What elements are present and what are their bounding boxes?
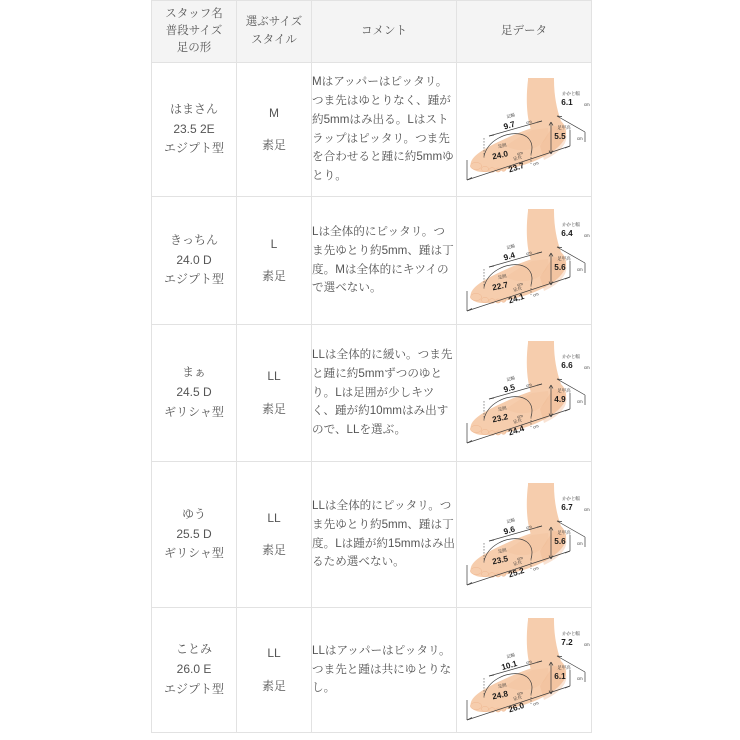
usual-size: 26.0 E [176, 662, 212, 677]
svg-text:cm: cm [576, 135, 583, 141]
header-line: スタッフ名 [165, 7, 223, 20]
usual-size: 23.5 2E [173, 121, 215, 136]
table-body [152, 63, 592, 733]
foot-diagram [458, 76, 591, 184]
staff-cell [152, 197, 237, 325]
staff-name: ことみ [175, 642, 212, 657]
svg-text:cm: cm [524, 381, 532, 389]
svg-text:6.6: 6.6 [560, 361, 573, 370]
svg-text:かかと幅: かかと幅 [561, 90, 580, 96]
size-cell [237, 325, 312, 462]
table-row [152, 462, 592, 608]
spacer [237, 528, 311, 541]
foot-shape: エジプト型 [163, 141, 224, 156]
svg-text:9.5: 9.5 [502, 382, 516, 395]
svg-text:cm: cm [516, 149, 523, 156]
svg-text:足長: 足長 [511, 153, 522, 162]
header-line: 足データ [501, 24, 547, 37]
header-line: スタイル [251, 33, 297, 46]
svg-text:cm: cm [516, 690, 523, 697]
svg-text:足甲高: 足甲高 [556, 665, 571, 670]
svg-text:9.4: 9.4 [502, 250, 516, 262]
svg-text:6.1: 6.1 [560, 97, 573, 107]
chosen-size: LL [267, 510, 281, 525]
svg-text:cm: cm [524, 658, 532, 666]
svg-text:足幅: 足幅 [505, 111, 516, 119]
svg-text:足長: 足長 [511, 417, 522, 425]
svg-text:26.0: 26.0 [506, 700, 525, 715]
staff-cell [152, 325, 237, 462]
comment-cell: LLは全体的にピッタリ。つま先ゆとり約5mm、踵は丁度。Lは踵が約15mmはみ出るため選べない。 [312, 462, 457, 608]
svg-text:22.7: 22.7 [490, 279, 509, 292]
usual-size: 24.5 D [176, 385, 212, 400]
svg-text:足囲: 足囲 [496, 682, 507, 690]
svg-text:足甲高: 足甲高 [556, 255, 571, 261]
staff-cell [152, 462, 237, 608]
foot-shape: ギリシャ型 [164, 404, 224, 419]
chosen-size: LL [267, 369, 281, 384]
svg-text:4.9: 4.9 [553, 395, 566, 404]
column-header-footdata [457, 1, 592, 63]
svg-text:6.1: 6.1 [553, 672, 566, 681]
svg-text:24.8: 24.8 [490, 689, 509, 702]
foot-fit-table [151, 0, 592, 733]
spacer [237, 387, 311, 400]
comment-cell: LLは全体的に緩い。つま先と踵に約5mmずつのゆとり。Lは足囲が少しキツく、踵が約10mmはみ出すので、LLを選ぶ。 [312, 325, 457, 462]
style-value: 素足 [261, 543, 286, 557]
style-value: 素足 [261, 138, 286, 152]
spacer [237, 123, 311, 136]
spacer [237, 664, 311, 677]
svg-text:足長: 足長 [511, 694, 522, 702]
foot-data-cell [457, 63, 592, 197]
svg-text:足甲高: 足甲高 [556, 388, 571, 393]
size-cell [237, 63, 312, 197]
comment-cell: LLはアッパーはピッタリ。つま先と踵は共にゆとりなし。 [312, 608, 457, 733]
size-cell [237, 462, 312, 608]
table-row [152, 325, 592, 462]
svg-text:かかと幅: かかと幅 [561, 354, 580, 359]
column-header-staff [152, 1, 237, 63]
svg-text:足囲: 足囲 [496, 272, 507, 280]
svg-text:9.7: 9.7 [502, 119, 516, 131]
header-row [152, 1, 592, 63]
foot-data-cell [457, 325, 592, 462]
size-cell [237, 197, 312, 325]
spacer [237, 254, 311, 267]
column-header-comment [312, 1, 457, 63]
foot-diagram [458, 339, 591, 447]
foot-data-cell [457, 462, 592, 608]
svg-text:cm: cm [583, 101, 590, 107]
chosen-size: L [270, 236, 278, 251]
header-line: 足の形 [176, 42, 212, 55]
svg-text:cm: cm [531, 700, 539, 707]
svg-text:7.2: 7.2 [560, 638, 573, 647]
svg-text:足囲: 足囲 [496, 546, 507, 554]
foot-shape: ギリシャ型 [164, 546, 224, 561]
staff-name: きっちん [169, 232, 218, 247]
svg-text:23.7: 23.7 [506, 160, 525, 174]
svg-text:足幅: 足幅 [505, 652, 516, 660]
header-line: 普段サイズ [165, 24, 223, 37]
staff-name: はまさん [169, 101, 218, 116]
svg-text:cm: cm [531, 290, 539, 298]
svg-text:cm: cm [524, 118, 532, 125]
svg-text:cm: cm [531, 564, 539, 572]
svg-text:cm: cm [583, 365, 590, 370]
svg-text:24.4: 24.4 [506, 423, 525, 438]
style-value: 素足 [261, 269, 286, 283]
svg-text:cm: cm [531, 159, 539, 167]
svg-text:足幅: 足幅 [505, 375, 516, 383]
svg-text:cm: cm [516, 280, 523, 287]
svg-text:足甲高: 足甲高 [556, 124, 571, 130]
foot-shape: エジプト型 [163, 681, 224, 696]
style-value: 素足 [261, 678, 286, 693]
svg-text:25.2: 25.2 [506, 565, 525, 579]
foot-diagram [458, 481, 591, 589]
svg-text:足囲: 足囲 [496, 141, 507, 149]
table-row [152, 63, 592, 197]
table-row [152, 197, 592, 325]
svg-text:かかと幅: かかと幅 [561, 631, 580, 636]
svg-text:cm: cm [576, 399, 583, 404]
svg-text:cm: cm [576, 540, 583, 546]
foot-data-cell [457, 608, 592, 733]
usual-size: 25.5 D [176, 526, 212, 541]
size-cell [237, 608, 312, 733]
svg-text:cm: cm [583, 232, 590, 238]
style-value: 素足 [261, 401, 286, 416]
foot-diagram [458, 207, 591, 315]
header-line: 選ぶサイズ [245, 16, 303, 29]
svg-text:23.2: 23.2 [490, 412, 509, 425]
svg-text:足幅: 足幅 [505, 516, 516, 524]
svg-text:cm: cm [516, 554, 523, 561]
svg-text:24.1: 24.1 [506, 291, 525, 305]
svg-text:5.6: 5.6 [553, 262, 566, 272]
svg-text:cm: cm [576, 676, 583, 681]
svg-text:5.5: 5.5 [553, 131, 566, 141]
svg-text:かかと幅: かかと幅 [561, 495, 580, 501]
svg-text:24.0: 24.0 [490, 148, 509, 161]
svg-text:6.7: 6.7 [560, 502, 573, 512]
column-header-size [237, 1, 312, 63]
table-row [152, 608, 592, 733]
svg-text:cm: cm [516, 413, 523, 420]
staff-name: まぁ [181, 365, 206, 380]
svg-text:cm: cm [524, 523, 532, 530]
svg-text:足長: 足長 [511, 284, 522, 293]
svg-text:23.5: 23.5 [490, 553, 509, 566]
staff-cell [152, 63, 237, 197]
usual-size: 24.0 D [176, 252, 212, 267]
svg-text:10.1: 10.1 [499, 659, 518, 673]
table-head [152, 1, 592, 63]
comment-cell: Mはアッパーはピッタリ。つま先はゆとりなく、踵が約5mmはみ出る。Lはストラップはピッタリ。つま先を合わせると踵に約5mmゆとり。 [312, 63, 457, 197]
foot-diagram [458, 616, 591, 724]
staff-name: ゆう [181, 506, 206, 521]
svg-text:足長: 足長 [511, 558, 522, 567]
svg-text:cm: cm [583, 642, 590, 647]
svg-text:cm: cm [524, 249, 532, 256]
svg-text:足囲: 足囲 [496, 405, 507, 413]
header-line: コメント [361, 24, 407, 37]
svg-text:cm: cm [583, 506, 590, 512]
staff-cell [152, 608, 237, 733]
svg-text:6.4: 6.4 [560, 228, 573, 238]
svg-text:9.6: 9.6 [502, 524, 516, 536]
svg-text:足甲高: 足甲高 [556, 529, 571, 535]
comment-cell: Lは全体的にピッタリ。つま先ゆとり約5mm、踵は丁度。Mは全体的にキツイので選べない。 [312, 197, 457, 325]
svg-text:足幅: 足幅 [505, 242, 516, 250]
foot-data-cell [457, 197, 592, 325]
svg-text:かかと幅: かかと幅 [561, 221, 580, 227]
svg-text:cm: cm [531, 423, 539, 430]
chosen-size: M [269, 105, 279, 120]
svg-text:5.6: 5.6 [553, 536, 566, 546]
foot-shape: エジプト型 [163, 272, 224, 287]
svg-text:cm: cm [576, 266, 583, 272]
chosen-size: LL [267, 646, 281, 661]
